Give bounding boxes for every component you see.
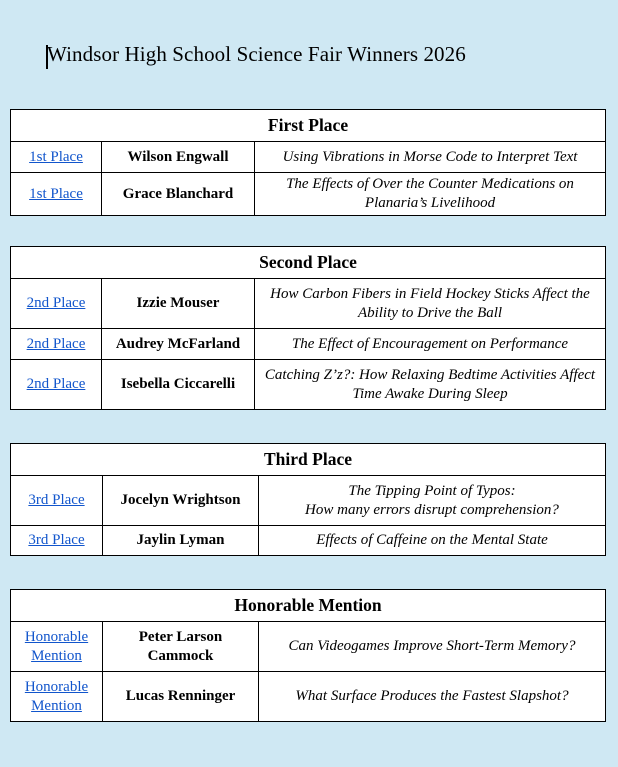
table-row: [11, 672, 606, 722]
rank-link[interactable]: 3rd Place: [28, 532, 85, 548]
rank-link[interactable]: 1st Place: [29, 148, 83, 165]
section-heading-honorable-mention: Honorable Mention: [11, 590, 606, 622]
third-place-table: [10, 443, 606, 556]
rank-link[interactable]: 2nd Place: [26, 376, 86, 392]
table-row: [11, 360, 606, 410]
winner-name: Grace Blanchard: [102, 173, 255, 216]
winner-name: Izzie Mouser: [102, 279, 255, 329]
table-row: [11, 476, 606, 526]
first-place-table: [10, 109, 606, 216]
table-row: [11, 173, 606, 216]
project-title-line: The Tipping Point of Typos:: [348, 482, 516, 499]
table-row: [11, 279, 606, 329]
honorable-mention-table: [10, 589, 606, 722]
project-title: Effects of Caffeine on the Mental State: [259, 526, 606, 556]
project-title: The Effects of Over the Counter Medications on Planaria’s Livelihood: [255, 173, 606, 216]
project-title: Can Videogames Improve Short-Term Memory?: [259, 622, 606, 672]
winner-name: Isebella Ciccarelli: [102, 360, 255, 410]
rank-link[interactable]: 2nd Place: [26, 295, 86, 311]
project-title: [259, 476, 606, 526]
project-title: Catching Z’z?: How Relaxing Bedtime Activities Affect Time Awake During Sleep: [255, 360, 606, 410]
project-title: Using Vibrations in Morse Code to Interpret Text: [255, 142, 606, 173]
section-heading-third-place: Third Place: [11, 444, 606, 476]
section-heading-second-place: Second Place: [11, 247, 606, 279]
table-row: [11, 142, 606, 173]
table-row: [11, 622, 606, 672]
section-heading-first-place: First Place: [11, 110, 606, 142]
rank-link[interactable]: Honorable Mention: [24, 678, 89, 714]
winner-name: Wilson Engwall: [102, 142, 255, 173]
project-title: The Effect of Encouragement on Performance: [255, 329, 606, 360]
rank-link[interactable]: 3rd Place: [28, 492, 85, 508]
project-title: How Carbon Fibers in Field Hockey Sticks Affect the Ability to Drive the Ball: [255, 279, 606, 329]
table-row: [11, 526, 606, 556]
page-title: Windsor High School Science Fair Winners 2026: [47, 42, 466, 66]
project-title-line: How many errors disrupt comprehension?: [305, 501, 559, 518]
second-place-table: [10, 246, 606, 410]
rank-link[interactable]: 1st Place: [29, 185, 83, 202]
winner-name: Jaylin Lyman: [103, 526, 259, 556]
winner-name: Peter Larson Cammock: [103, 622, 259, 672]
rank-link[interactable]: Honorable Mention: [24, 628, 89, 664]
winner-name: Jocelyn Wrightson: [103, 476, 259, 526]
rank-link[interactable]: 2nd Place: [26, 335, 86, 352]
table-row: [11, 329, 606, 360]
winner-name: Lucas Renninger: [103, 672, 259, 722]
project-title: What Surface Produces the Fastest Slapshot?: [259, 672, 606, 722]
winner-name: Audrey McFarland: [102, 329, 255, 360]
